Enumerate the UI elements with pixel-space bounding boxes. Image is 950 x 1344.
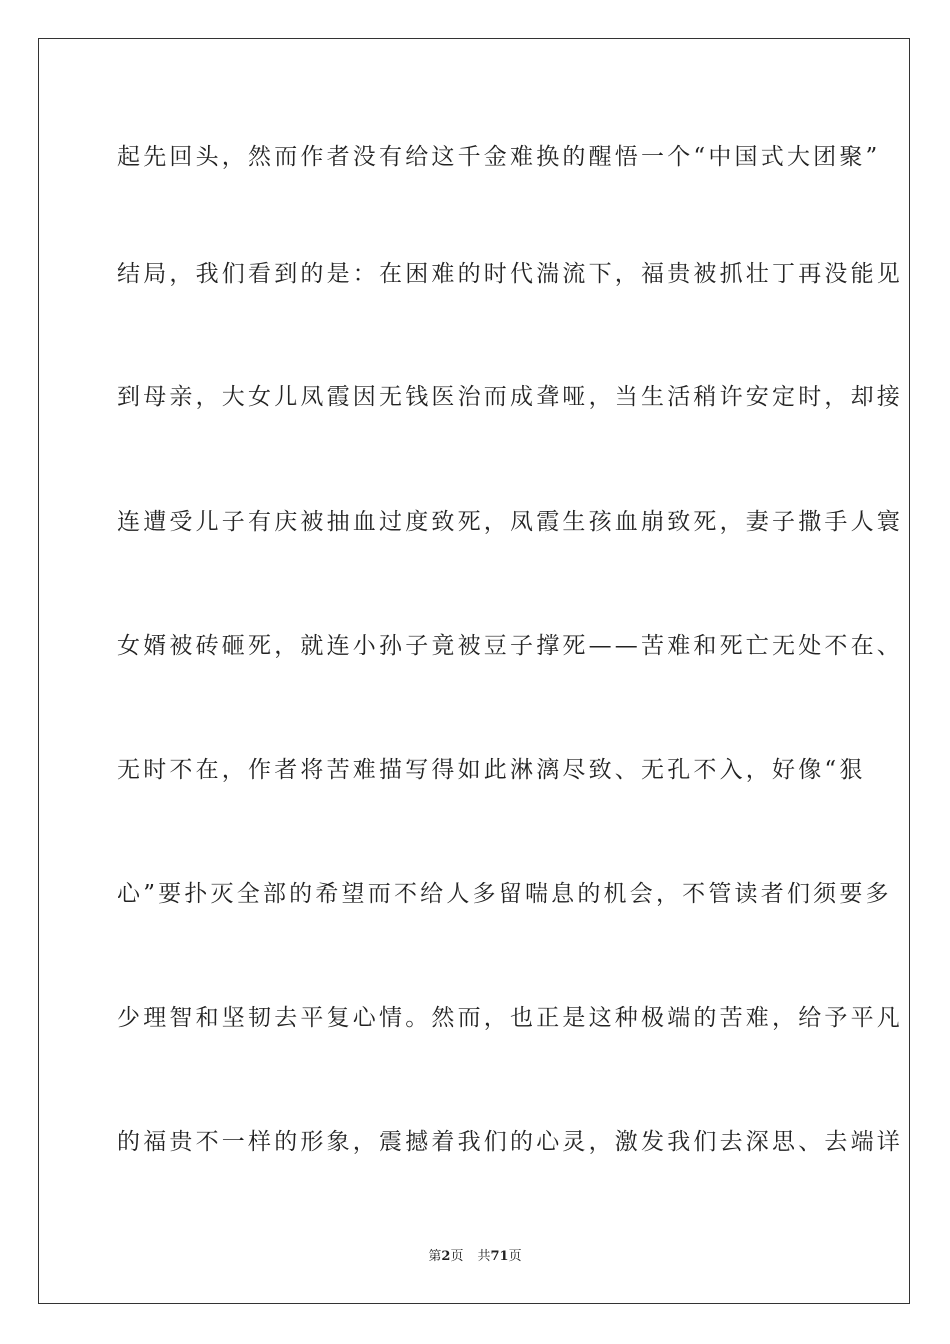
total-label-prefix: 共 (477, 1249, 491, 1264)
total-pages: 71 (490, 1249, 509, 1264)
text-line-8: 少理智和坚韧去平复心情。然而，也正是这种极端的苦难，给予平凡 (117, 1005, 903, 1031)
text-line-9: 的福贵不一样的形象，震撼着我们的心灵，激发我们去深思、去端详 (117, 1129, 903, 1155)
page-label-suffix: 页 (450, 1249, 464, 1264)
total-label-suffix: 页 (508, 1249, 522, 1264)
text-line-7: 心”要扑灭全部的希望而不给人多留喘息的机会，不管读者们须要多 (117, 881, 892, 907)
text-line-2: 结局，我们看到的是：在困难的时代湍流下，福贵被抓壮丁再没能见 (117, 261, 903, 287)
page-border (38, 38, 910, 1304)
text-line-5: 女婿被砖砸死，就连小孙子竟被豆子撑死——苦难和死亡无处不在、 (117, 633, 903, 659)
text-line-1: 起先回头，然而作者没有给这千金难换的醒悟一个“中国式大团聚” (117, 144, 881, 170)
page-label-prefix: 第 (428, 1249, 442, 1264)
page-number: 2 (441, 1249, 451, 1264)
page-footer (0, 1245, 950, 1264)
text-line-4: 连遭受儿子有庆被抽血过度致死，凤霞生孩血崩致死，妻子撒手人寰 (117, 509, 903, 535)
text-line-3: 到母亲，大女儿凤霞因无钱医治而成聋哑，当生活稍许安定时，却接 (117, 384, 903, 410)
text-line-6: 无时不在，作者将苦难描写得如此淋漓尽致、无孔不入，好像“狠 (117, 757, 866, 783)
